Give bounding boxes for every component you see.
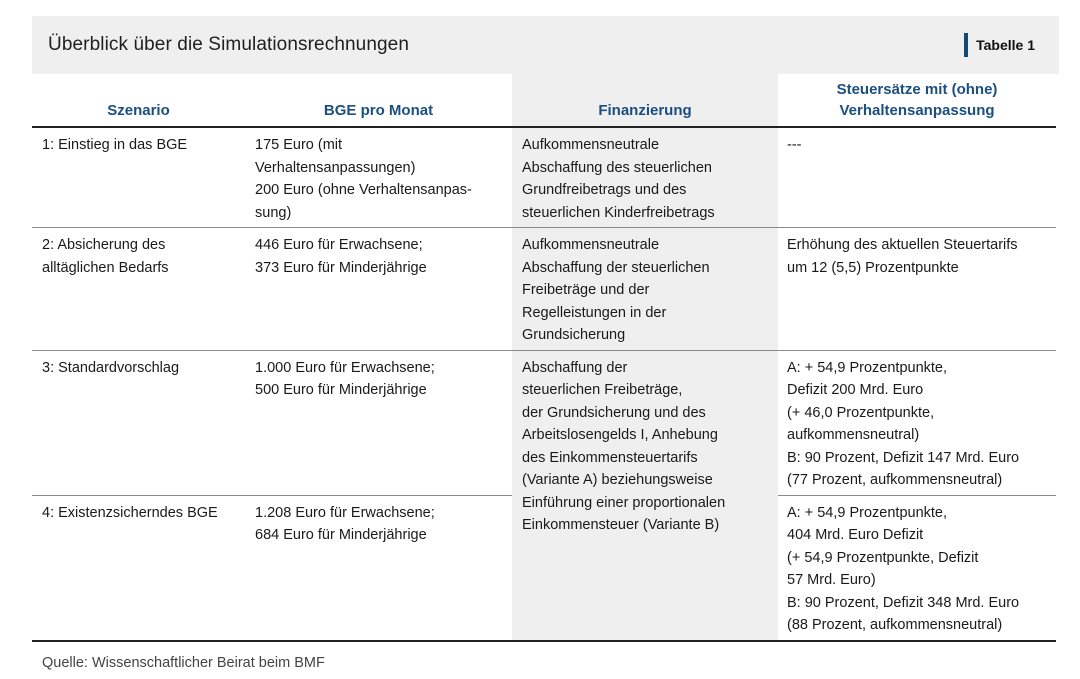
source-note: Quelle: Wissenschaftlicher Beirat beim BMF — [42, 654, 325, 671]
cell-line: des Einkommensteuertarifs — [522, 449, 698, 466]
table-row — [32, 228, 1056, 351]
column-header-bge: BGE pro Monat — [245, 74, 512, 127]
cell-text: 2: Absicherung des alltäglichen Bedarfs — [42, 237, 169, 276]
cell-line: Grundsicherung — [522, 327, 626, 343]
cell-szenario: 1: Einstieg in das BGE — [32, 127, 245, 228]
cell-line: (+ 46,0 Prozentpunkte, — [787, 404, 935, 421]
cell-line: Einkommensteuer (Variante B) — [522, 517, 720, 533]
cell-line: um 12 (5,5) Prozentpunkte — [787, 259, 959, 276]
column-header-steuersaetze-text: Steuersätze mit (ohne) Verhaltensanpassung — [836, 81, 998, 119]
cell-steuersaetze — [778, 350, 1056, 495]
simulation-table — [32, 74, 1056, 642]
cell-finanzierung-merged — [512, 350, 778, 641]
cell-line: der Grundsicherung und des — [522, 404, 706, 421]
cell-line: 175 Euro (mit — [255, 137, 343, 153]
cell-line: Aufkommensneutrale — [522, 237, 660, 253]
cell-line: B: 90 Prozent, Defizit 348 Mrd. Euro — [787, 594, 1020, 611]
cell-steuersaetze — [778, 228, 1056, 351]
cell-line: Erhöhung des aktuellen Steuertarifs — [787, 237, 1018, 253]
cell-steuersaetze — [778, 127, 1056, 228]
cell-line: --- — [787, 137, 802, 153]
cell-line: A: + 54,9 Prozentpunkte, — [787, 504, 948, 521]
cell-line: Aufkommensneutrale — [522, 137, 660, 153]
cell-line: A: + 54,9 Prozentpunkte, — [787, 359, 948, 376]
cell-line: 500 Euro für Minderjährige — [255, 382, 427, 398]
table-label — [964, 33, 1035, 57]
cell-bge — [245, 495, 512, 641]
table-label-text: Tabelle 1 — [976, 37, 1035, 53]
cell-line: 684 Euro für Minderjährige — [255, 527, 427, 543]
cell-line: 1.208 Euro für Erwachsene; — [255, 504, 435, 521]
cell-szenario: 3: Standardvorschlag — [32, 350, 245, 495]
cell-line: Einführung einer proportionalen — [522, 494, 726, 511]
table-row — [32, 350, 1056, 495]
cell-line: Abschaffung des steuerlichen — [522, 159, 712, 176]
cell-finanzierung — [512, 127, 778, 228]
cell-line: Regelleistungen in der — [522, 304, 667, 321]
cell-line: Arbeitslosengelds I, Anhebung — [522, 427, 718, 443]
cell-bge — [245, 350, 512, 495]
cell-line: aufkommensneutral) — [787, 427, 920, 443]
card-header — [32, 16, 1059, 74]
table-row — [32, 127, 1056, 228]
cell-line: 57 Mrd. Euro) — [787, 572, 876, 588]
column-header-szenario: Szenario — [32, 74, 245, 127]
cell-line: Freibeträge und der — [522, 282, 650, 298]
cell-line: 1.000 Euro für Erwachsene; — [255, 359, 435, 376]
cell-line: (Variante A) beziehungsweise — [522, 472, 713, 488]
cell-line: Grundfreibetrags und des — [522, 182, 687, 198]
cell-bge — [245, 228, 512, 351]
cell-line: steuerlichen Kinderfreibetrags — [522, 204, 715, 221]
cell-line: Verhaltensanpassungen) — [255, 159, 416, 176]
page-title: Überblick über die Simulationsrechnungen — [48, 34, 409, 55]
cell-line: B: 90 Prozent, Defizit 147 Mrd. Euro — [787, 449, 1020, 466]
table-header-row — [32, 74, 1056, 127]
cell-line: (88 Prozent, aufkommensneutral) — [787, 617, 1003, 633]
cell-szenario: 4: Existenzsicherndes BGE — [32, 495, 245, 641]
cell-line: (77 Prozent, aufkommensneutral) — [787, 472, 1003, 488]
cell-line: Abschaffung der — [522, 359, 628, 376]
cell-steuersaetze — [778, 495, 1056, 641]
cell-szenario — [32, 228, 245, 351]
cell-line: (+ 54,9 Prozentpunkte, Defizit — [787, 549, 979, 566]
cell-line: 404 Mrd. Euro Defizit — [787, 527, 924, 543]
cell-line: Defizit 200 Mrd. Euro — [787, 382, 924, 398]
cell-line: sung) — [255, 204, 292, 221]
cell-bge — [245, 127, 512, 228]
column-header-finanzierung: Finanzierung — [512, 74, 778, 127]
cell-line: steuerlichen Freibeträge, — [522, 382, 683, 398]
cell-finanzierung — [512, 228, 778, 351]
cell-line: 373 Euro für Minderjährige — [255, 259, 427, 276]
cell-line: Abschaffung der steuerlichen — [522, 259, 710, 276]
table-card — [32, 16, 1059, 679]
column-header-steuersaetze — [778, 74, 1056, 127]
cell-line: 200 Euro (ohne Verhaltensanpas- — [255, 182, 472, 198]
cell-line: 446 Euro für Erwachsene; — [255, 237, 423, 253]
label-marker — [964, 33, 968, 57]
